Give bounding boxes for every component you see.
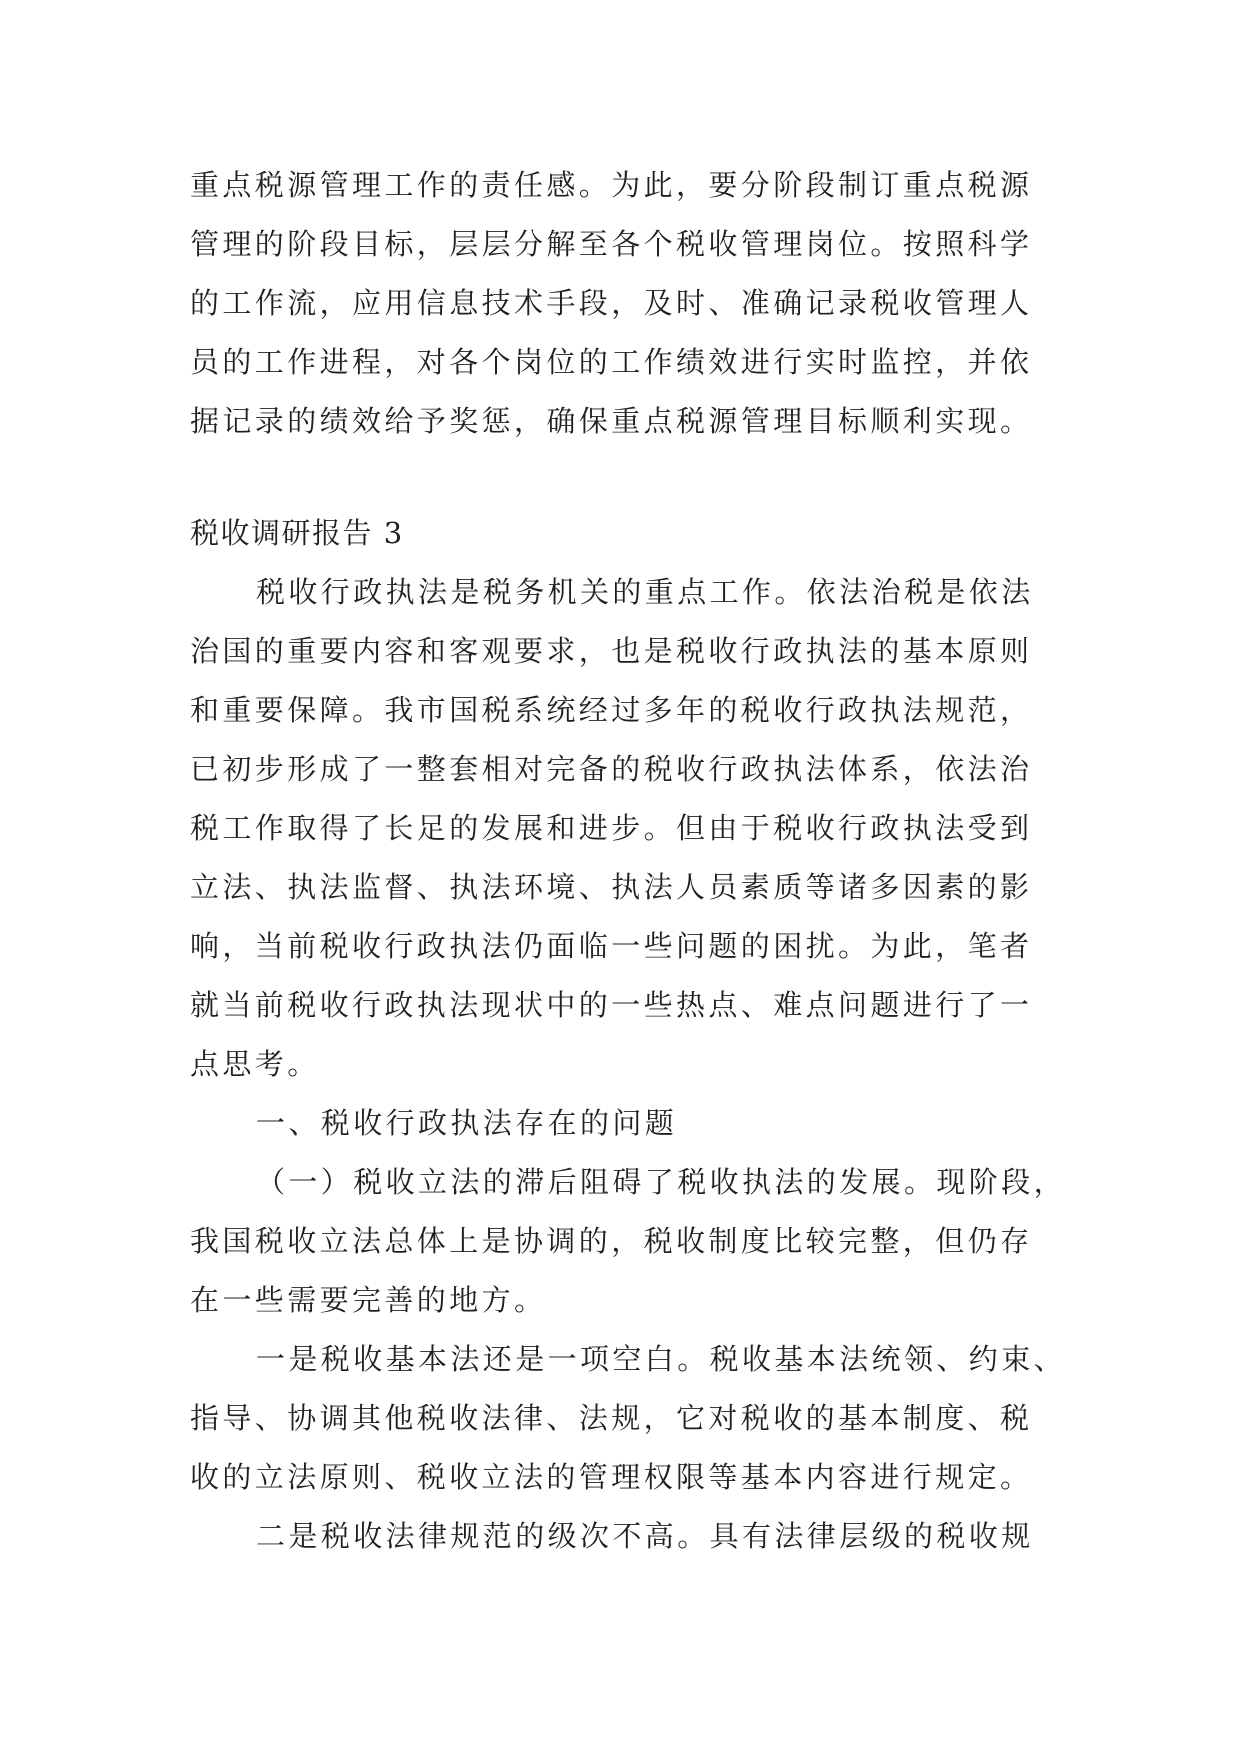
- paragraph-line: 税工作取得了长足的发展和进步。但由于税收行政执法受到: [190, 811, 1033, 845]
- paragraph-line: 指导、协调其他税收法律、法规，它对税收的基本制度、税: [190, 1401, 1033, 1435]
- paragraph-line: 我国税收立法总体上是协调的，税收制度比较完整，但仍存: [190, 1224, 1033, 1258]
- paragraph-line: 和重要保障。我市国税系统经过多年的税收行政执法规范，: [190, 693, 1033, 727]
- paragraph-line: 已初步形成了一整套相对完备的税收行政执法体系，依法治: [190, 752, 1033, 786]
- subsection-heading: 一、税收行政执法存在的问题: [256, 1106, 678, 1140]
- paragraph-line: （一）税收立法的滞后阻碍了税收执法的发展。现阶段，: [256, 1165, 1067, 1199]
- paragraph-line: 税收行政执法是税务机关的重点工作。依法治税是依法: [256, 575, 1034, 609]
- paragraph-line: 治国的重要内容和客观要求，也是税收行政执法的基本原则: [190, 634, 1033, 668]
- paragraph-line: 的工作流，应用信息技术手段，及时、准确记录税收管理人: [190, 286, 1033, 320]
- paragraph-line: 收的立法原则、税收立法的管理权限等基本内容进行规定。: [190, 1460, 1033, 1494]
- paragraph-line: 点思考。: [190, 1047, 320, 1081]
- paragraph-line: 一是税收基本法还是一项空白。税收基本法统领、约束、: [256, 1342, 1067, 1376]
- paragraph-line: 管理的阶段目标，层层分解至各个税收管理岗位。按照科学: [190, 227, 1033, 261]
- paragraph-line: 员的工作进程，对各个岗位的工作绩效进行实时监控，并依: [190, 345, 1033, 379]
- section-title: 税收调研报告 3: [190, 516, 404, 550]
- paragraph-line: 在一些需要完善的地方。: [190, 1283, 547, 1317]
- paragraph-line: 响，当前税收行政执法仍面临一些问题的困扰。为此，笔者: [190, 929, 1033, 963]
- paragraph-line: 据记录的绩效给予奖惩，确保重点税源管理目标顺利实现。: [190, 404, 1033, 438]
- paragraph-line: 二是税收法律规范的级次不高。具有法律层级的税收规: [256, 1519, 1034, 1553]
- paragraph-line: 重点税源管理工作的责任感。为此，要分阶段制订重点税源: [190, 168, 1033, 202]
- paragraph-line: 就当前税收行政执法现状中的一些热点、难点问题进行了一: [190, 988, 1033, 1022]
- paragraph-line: 立法、执法监督、执法环境、执法人员素质等诸多因素的影: [190, 870, 1033, 904]
